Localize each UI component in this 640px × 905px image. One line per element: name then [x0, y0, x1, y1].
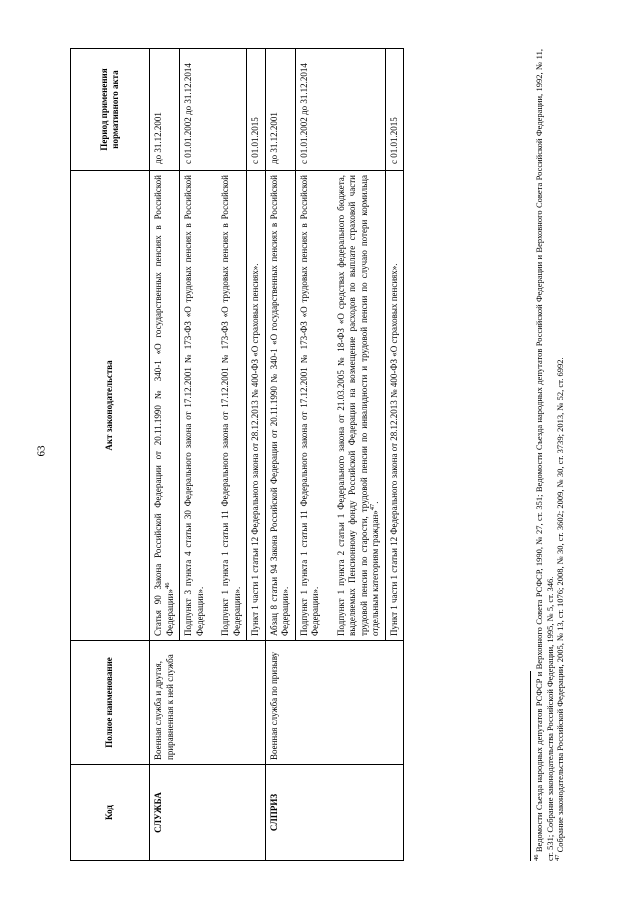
- row-full-name: Военная служба и другая, приравненная к ней служба: [150, 641, 266, 765]
- act-text: Подпункт 1 пункта 1 статьи 11 Федерального закона от 17.12.2001 № 173-ФЗ «О трудовых пенсиях в Российской Федерации».: [298, 175, 320, 636]
- act-cell: Пункт 1 части 1 статьи 12 Федерального закона от 28.12.2013 № 400-ФЗ «О страховых пенсиях».: [247, 171, 266, 641]
- table-header-row: [71, 49, 150, 861]
- header-act: Акт законодательства: [71, 171, 150, 641]
- act-text: Подпункт 1 пункта 1 статьи 11 Федерального закона от 17.12.2001 № 173-ФЗ «О трудовых пенсиях в Российской Федерации».: [220, 175, 242, 636]
- header-code: Код: [71, 765, 150, 861]
- period-cell: до 31.12.2001: [150, 49, 180, 171]
- rotated-page: [54, 28, 609, 873]
- act-cell: [180, 171, 247, 641]
- period-cell: с 01.01.2002 до 31.12.2014: [180, 49, 247, 171]
- row-code: СЛПРИЗ: [265, 765, 404, 861]
- act-text: Подпункт 3 пункта 4 статьи 30 Федерального закона от 17.12.2001 № 173-ФЗ «О трудовых пенсиях в Российской Федерации».: [183, 175, 205, 636]
- act-cell: Абзац 8 статьи 94 Закона Российской Федерации от 20.11.1990 № 340-1 «О государственных пенсиях в Российской Федерации».: [265, 171, 295, 641]
- header-period: Период применения нормативного акта: [71, 49, 150, 171]
- act-cell: Пункт 1 части 1 статьи 12 Федерального закона от 28.12.2013 № 400-ФЗ «О страховых пенсиях».: [385, 171, 404, 641]
- row-code: СЛУЖБА: [150, 765, 266, 861]
- legislation-table: [70, 48, 404, 861]
- footnote-text: Собрание законодательства Российской Федерации, 2005, № 13, ст. 1076; 2008, № 30, ст. 3602; 2009, № 30, ст. 3739; 2013, № 52, ст. 6992.: [555, 357, 565, 853]
- footnote-text: Ведомости Съезда народных депутатов РСФСР и Верховного Совета РСФСР, 1990, № 27, ст. 351; Ведомости Съезда народных депутатов Российской Федерации и Верховного Совета Российской Федерации, 1992, № 11, ст. 531; Собрание законодательства Российской Федерации, 1995, № 5, ст. 346.: [534, 49, 555, 861]
- footnote: [555, 49, 566, 861]
- footnote-divider: [530, 671, 531, 861]
- header-full-name: Полное наименование: [71, 641, 150, 765]
- footnote-number: 47: [554, 854, 562, 861]
- period-cell: до 31.12.2001: [265, 49, 295, 171]
- page-number: 63: [35, 445, 48, 457]
- period-cell: с 01.01.2002 до 31.12.2014: [295, 49, 385, 171]
- act-text-part: Подпункт 1 пункта 2 статьи 1 Федерального закона от 21.03.2005 № 18-ФЗ «О средствах федерального бюджета, выделяемых Пенсионному фонду Российской Федерации на возмещение расходов по выплате страховой части трудовой пенсии по старости, трудовой пенсии по инвалидности и трудовой пенсии по случаю потери кормильца отдельным категориям граждан»: [335, 175, 380, 636]
- row-full-name: Военная служба по призыву: [265, 641, 404, 765]
- table-row: [265, 49, 295, 861]
- footnote-number: 46: [533, 854, 541, 861]
- footnote-ref: 46: [163, 582, 171, 589]
- act-text: Подпункт 1 пункта 2 статьи 1 Федерального закона от 21.03.2005 № 18-ФЗ «О средствах федерального бюджета, выделяемых Пенсионному фонду Российской Федерации на возмещение расходов по выплате страховой части трудовой пенсии по старости, трудовой пенсии по инвалидности и трудовой пенсии по случаю потери кормильца отдельным категориям граждан»$^{47}$.: [335, 175, 380, 636]
- footnote-ref: 47: [369, 503, 376, 511]
- footnotes: [530, 49, 566, 861]
- footnote: [534, 49, 555, 861]
- act-cell: [295, 171, 385, 641]
- act-cell: [150, 171, 180, 641]
- table-row: [150, 49, 180, 861]
- act-text: Статья 90 Закона Российской Федерации от 20.11.1990 № 340-1 «О государственных пенсиях в Российской Федерации»: [153, 175, 175, 636]
- period-cell: с 01.01.2015: [247, 49, 266, 171]
- period-cell: с 01.01.2015: [385, 49, 404, 171]
